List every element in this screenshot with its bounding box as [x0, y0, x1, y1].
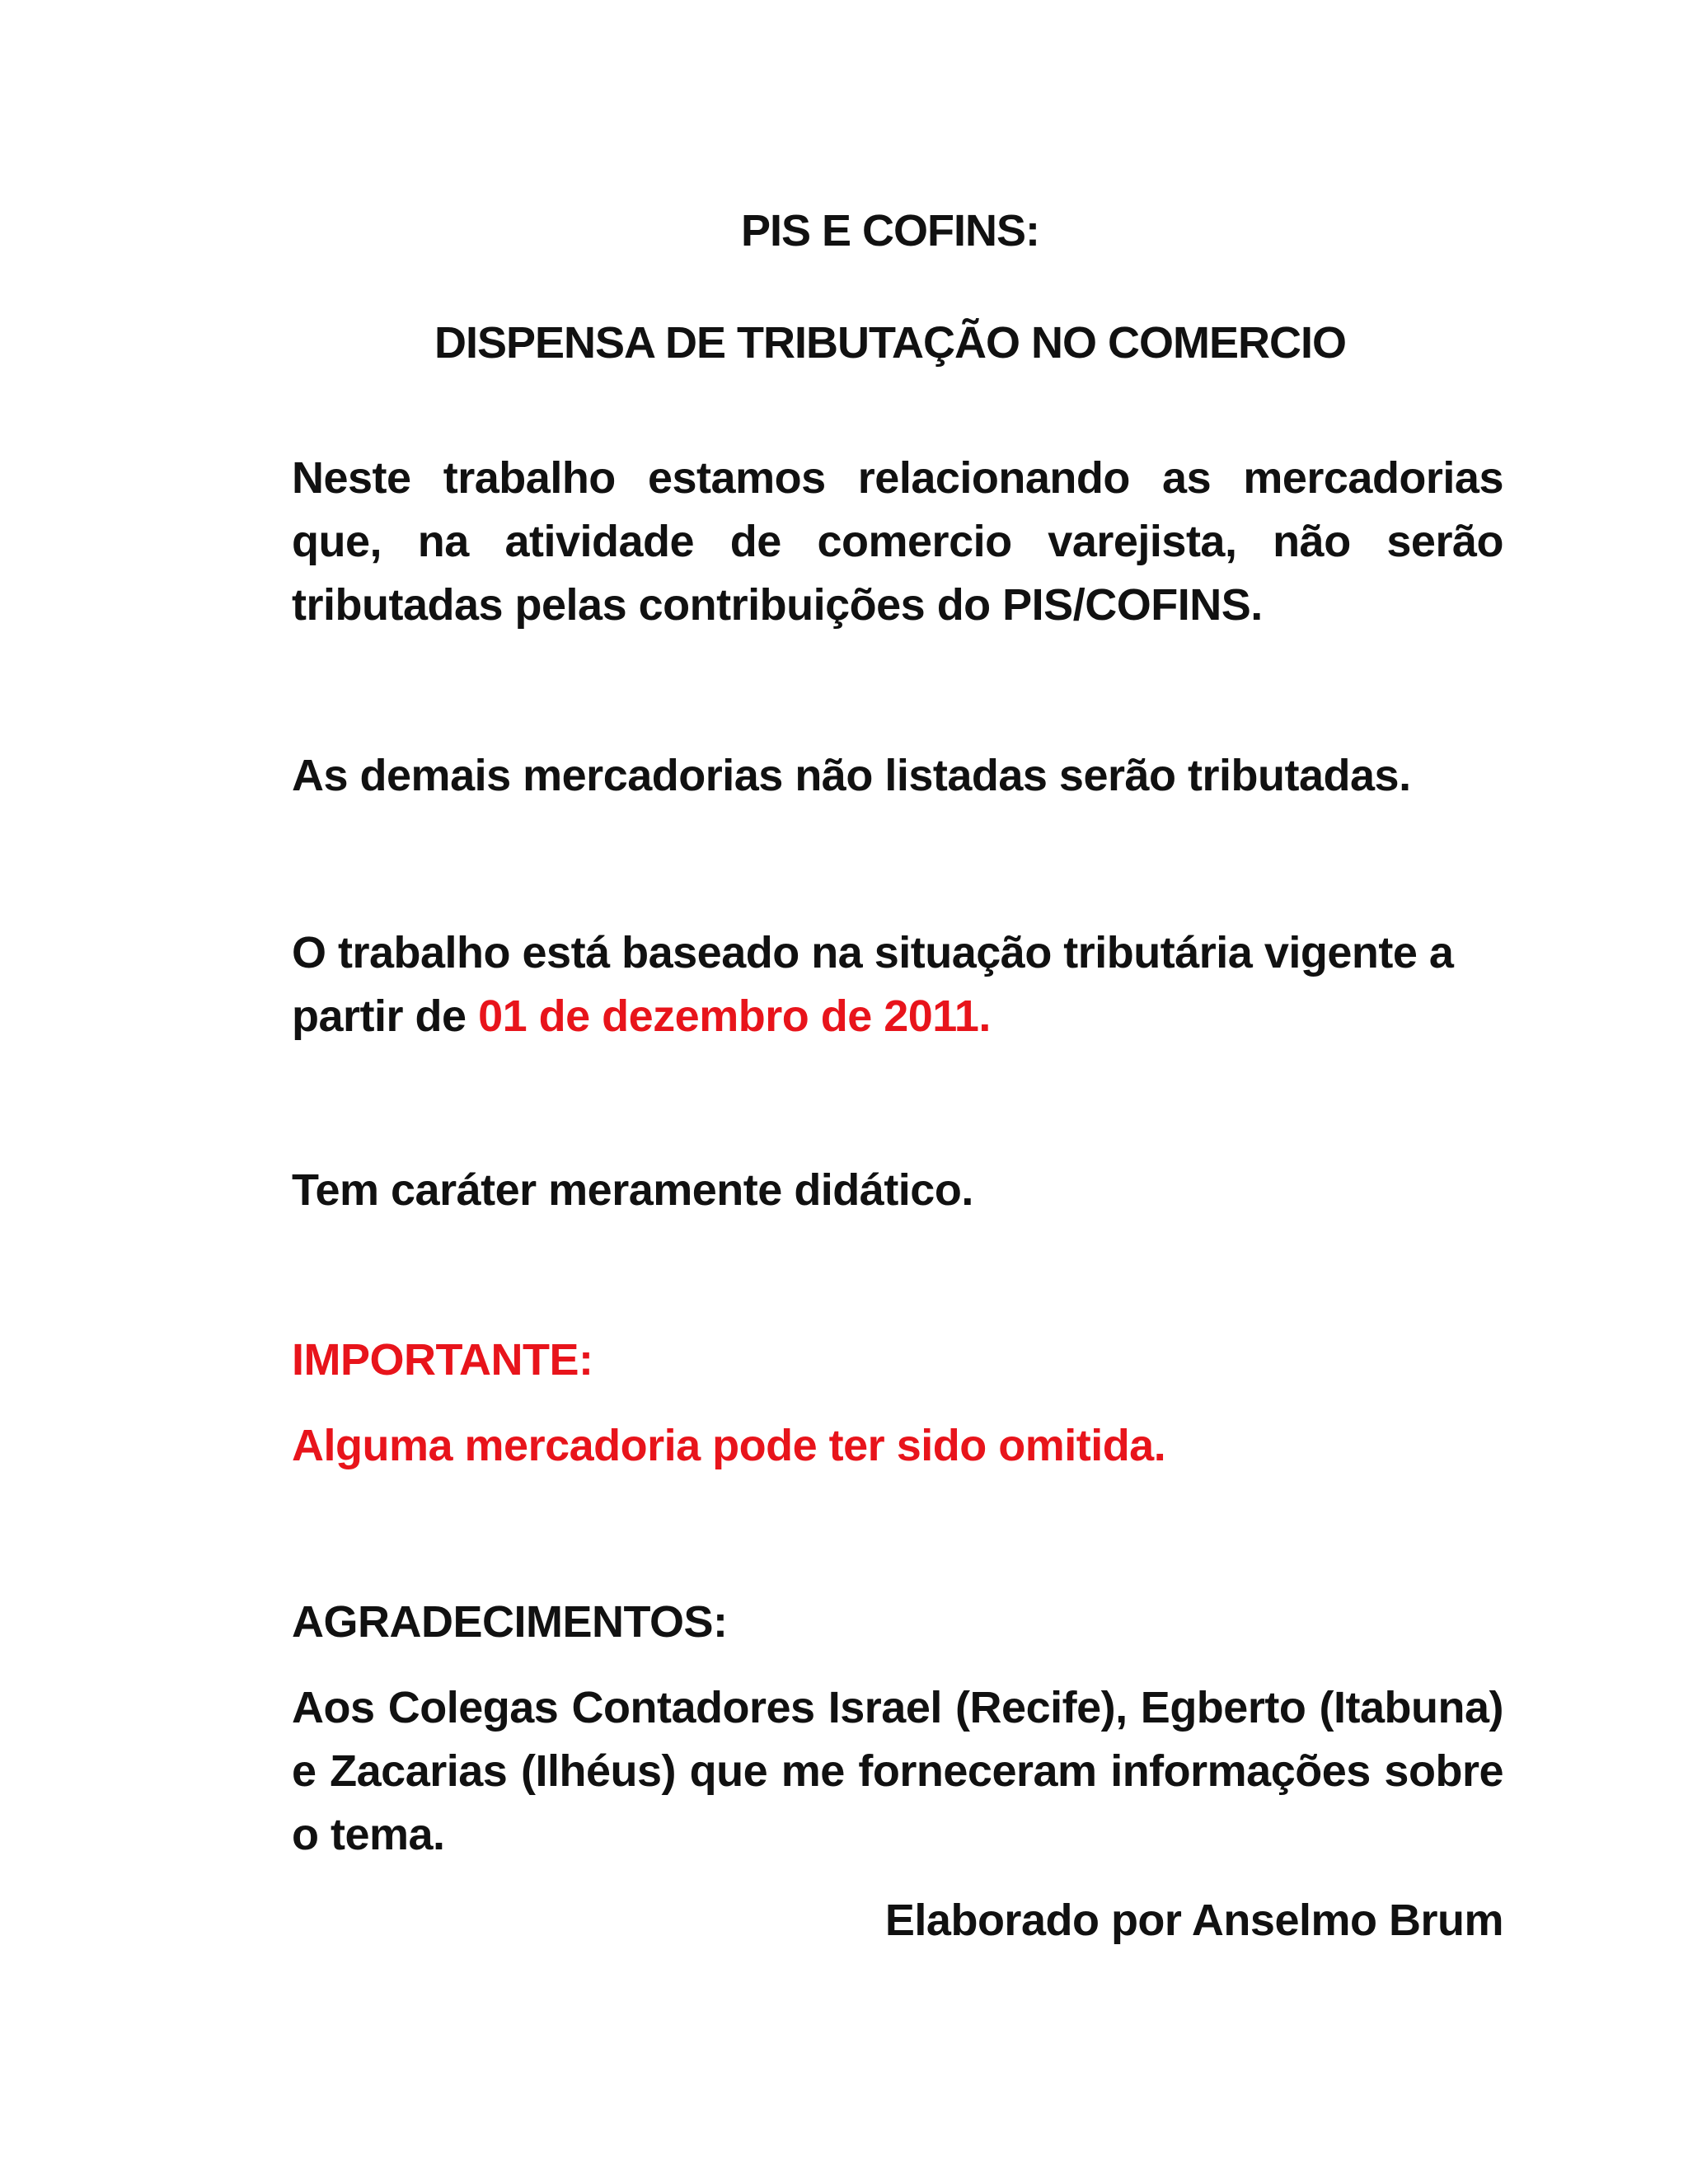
document-title: PIS E COFINS: [740, 206, 1040, 255]
important-heading: IMPORTANTE: [292, 1335, 593, 1385]
important-text: Alguma mercadoria pode ter sido omitida. [292, 1421, 1166, 1470]
thanks-text: Aos Colegas Contadores Israel (Recife), Egberto (Itabuna) e Zacarias (Ilhéus) que me forneceram informações sobre o tema. [292, 1683, 1503, 1859]
author-signature: Elaborado por Anselmo Brum [884, 1896, 1503, 1945]
effective-date-paragraph [292, 921, 1503, 1048]
other-goods-paragraph: As demais mercadorias não listadas serão tributadas. [292, 751, 1411, 800]
intro-paragraph: Neste trabalho estamos relacionando as mercadorias que, na atividade de comercio varejista, não serão tributadas pelas contribuições do PIS/COFINS. [292, 453, 1503, 630]
effective-date: 01 de dezembro de 2011. [478, 991, 991, 1041]
effective-date-prefix: O trabalho está baseado na situação tributária vigente a partir de [292, 928, 1454, 1041]
thanks-heading: AGRADECIMENTOS: [292, 1597, 728, 1647]
document-subtitle: DISPENSA DE TRIBUTAÇÃO NO COMERCIO [434, 318, 1347, 368]
didactic-paragraph: Tem caráter meramente didático. [292, 1165, 973, 1215]
